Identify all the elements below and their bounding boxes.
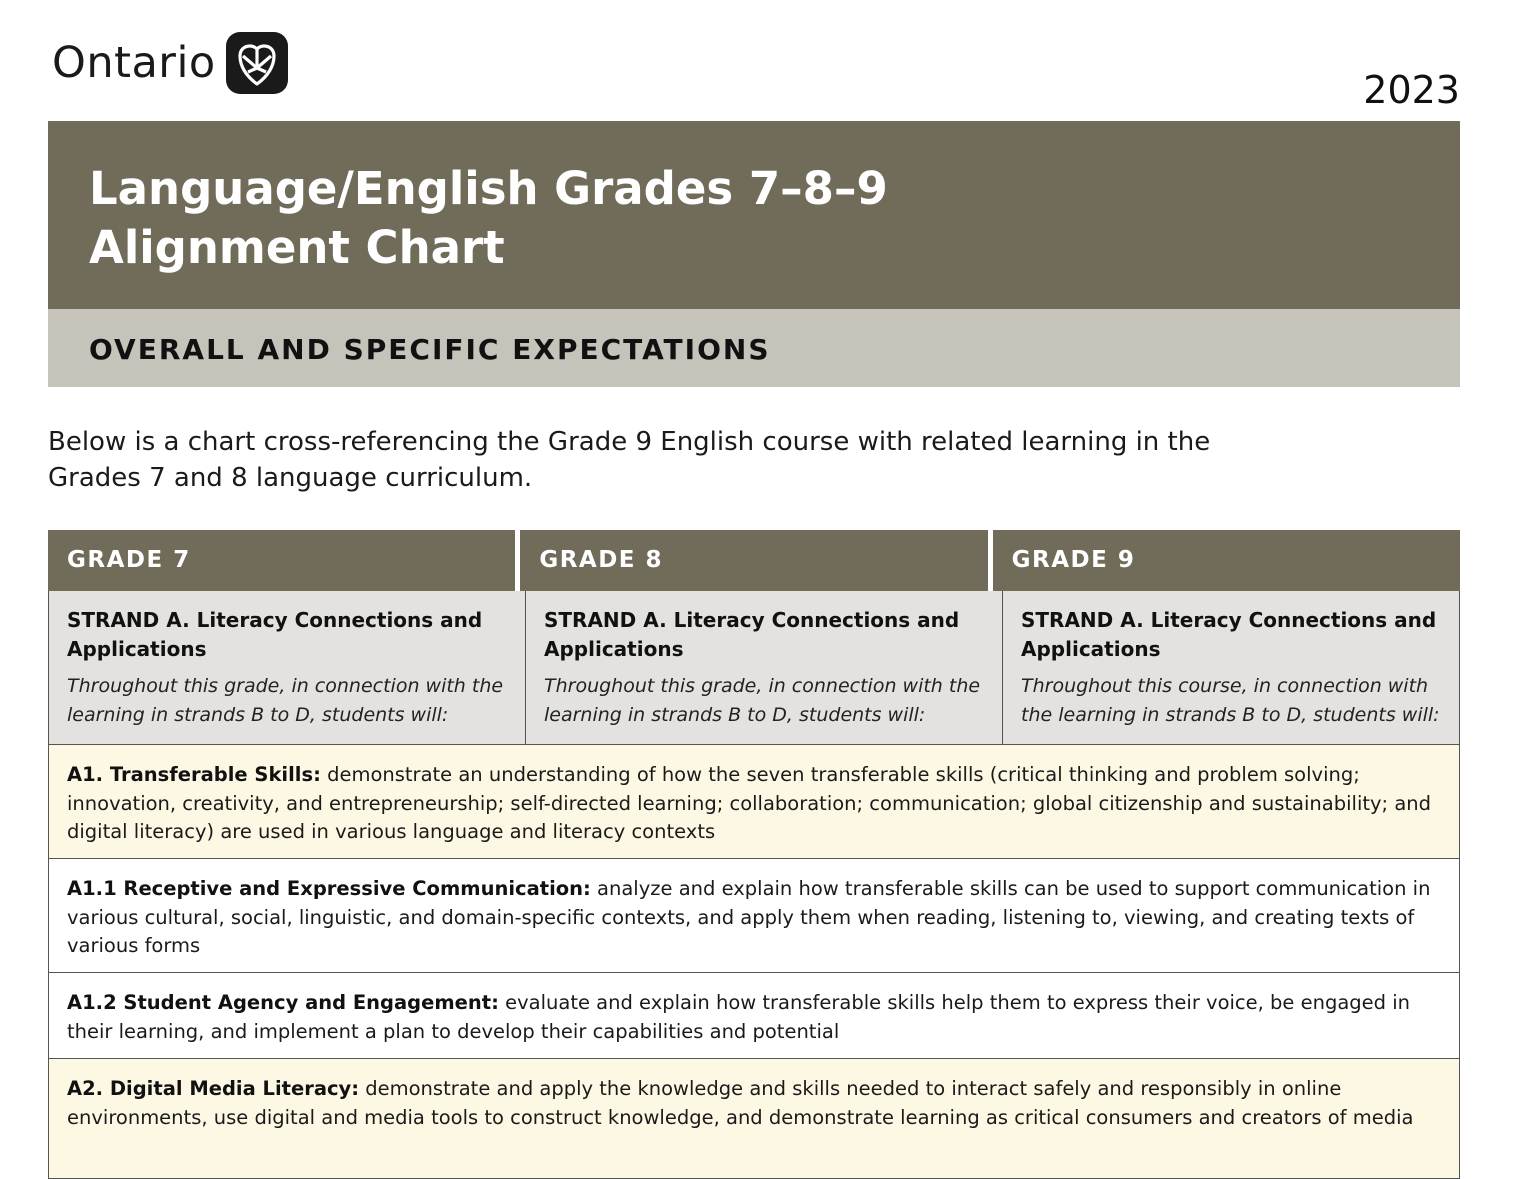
strand-note-text: Throughout this grade, in connection with the learning in strands B to D, students will: bbox=[544, 675, 981, 726]
expectation-text: evaluate and explain how transferable skills help them to express their voice, be engaged in their learning, and implement a plan to develop their capabilities and potential bbox=[67, 991, 1411, 1043]
table-header-row bbox=[48, 530, 1460, 591]
intro-line1: Below is a chart cross-referencing the Grade 9 English course with related learning in the bbox=[48, 427, 1211, 457]
strand-cell-grade-7 bbox=[49, 591, 525, 744]
strand-title: STRAND A. Literacy Connections and Applications bbox=[1021, 608, 1437, 661]
header-grade-7: GRADE 7 bbox=[67, 547, 191, 573]
expectation-row-a1-2 bbox=[48, 973, 1460, 1059]
strand-note-text: Throughout this grade, in connection with the learning in strands B to D, students will: bbox=[67, 675, 504, 726]
section-banner bbox=[48, 309, 1460, 387]
strand-title: STRAND A. Literacy Connections and Applications bbox=[544, 608, 960, 661]
header-grade-9: GRADE 9 bbox=[988, 530, 1460, 591]
document-title-line2: Alignment Chart bbox=[89, 221, 505, 274]
publication-year: 2023 bbox=[1363, 68, 1460, 112]
document-title-line1: Language/English Grades 7–8–9 bbox=[89, 162, 888, 215]
expectation-row-a2 bbox=[48, 1059, 1460, 1179]
expectation-label: A1. Transferable Skills: bbox=[67, 763, 321, 786]
expectation-label: A1.2 Student Agency and Engagement: bbox=[67, 991, 499, 1014]
strand-title: STRAND A. Literacy Connections and Applications bbox=[67, 608, 483, 661]
strand-note-text: Throughout this course, in connection with the learning in strands B to D, students will: bbox=[1021, 675, 1440, 726]
trillium-icon bbox=[226, 32, 288, 94]
expectation-text: demonstrate an understanding of how the seven transferable skills (critical thinking and problem solving; innovation, creativity, and entrepreneurship; self-directed learning; collaboration; communication; global citizenship and sustainability; and digital literacy) are used in various language and literacy contexts bbox=[67, 763, 1432, 843]
title-banner bbox=[48, 121, 1460, 309]
strand-note bbox=[67, 672, 507, 730]
strand-note bbox=[544, 672, 984, 730]
expectation-row-a1-1 bbox=[48, 859, 1460, 973]
document-title bbox=[89, 159, 888, 277]
expectation-text: analyze and explain how transferable skills can be used to support communication in various cultural, social, linguistic, and domain-specific contexts, and apply them when reading, listening to, viewing, and creating texts of various forms bbox=[67, 877, 1431, 957]
strand-cell-grade-9 bbox=[1002, 591, 1479, 744]
expectation-label: A2. Digital Media Literacy: bbox=[67, 1077, 360, 1100]
logo-wordmark: Ontario bbox=[52, 38, 216, 88]
alignment-table bbox=[48, 530, 1460, 1179]
expectation-label: A1.1 Receptive and Expressive Communication: bbox=[67, 877, 591, 900]
strand-row bbox=[48, 591, 1460, 745]
header-grade-8: GRADE 8 bbox=[515, 530, 987, 591]
section-heading: OVERALL AND SPECIFIC EXPECTATIONS bbox=[89, 333, 771, 366]
ontario-logo bbox=[52, 30, 288, 96]
expectation-text: demonstrate and apply the knowledge and skills needed to interact safely and responsibly in online environments, use digital and media tools to construct knowledge, and demonstrate learning as critical consumers and creators of media bbox=[67, 1077, 1414, 1129]
expectation-row-a1 bbox=[48, 745, 1460, 859]
strand-cell-grade-8 bbox=[525, 591, 1002, 744]
intro-line2: Grades 7 and 8 language curriculum. bbox=[48, 463, 533, 493]
strand-note bbox=[1021, 672, 1461, 730]
intro-paragraph bbox=[48, 424, 1298, 496]
